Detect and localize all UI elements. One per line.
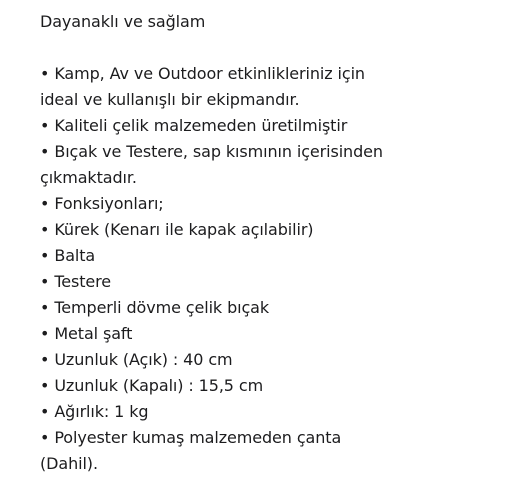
- description-line: • Kürek (Kenarı ile kapak açılabilir): [40, 220, 314, 239]
- description-line: ideal ve kullanışlı bir ekipmandır.: [40, 90, 300, 109]
- description-line: • Ağırlık: 1 kg: [40, 402, 149, 421]
- description-line: (Dahil).: [40, 454, 98, 473]
- description-line: • Uzunluk (Kapalı) : 15,5 cm: [40, 376, 264, 395]
- description-line: • Bıçak ve Testere, sap kısmının içerisinden: [40, 142, 383, 161]
- description-heading: Dayanaklı ve sağlam: [40, 12, 206, 31]
- description-line: • Kaliteli çelik malzemeden üretilmiştir: [40, 116, 348, 135]
- description-line: • Uzunluk (Açık) : 40 cm: [40, 350, 233, 369]
- description-line: • Balta: [40, 246, 96, 265]
- description-line: • Metal şaft: [40, 324, 133, 343]
- description-line: • Testere: [40, 272, 112, 291]
- description-line: çıkmaktadır.: [40, 168, 137, 187]
- description-line: • Kamp, Av ve Outdoor etkinlikleriniz için: [40, 64, 365, 83]
- description-line: • Fonksiyonları;: [40, 194, 164, 213]
- description-line: • Temperli dövme çelik bıçak: [40, 298, 270, 317]
- description-line: • Polyester kumaş malzemeden çanta: [40, 428, 342, 447]
